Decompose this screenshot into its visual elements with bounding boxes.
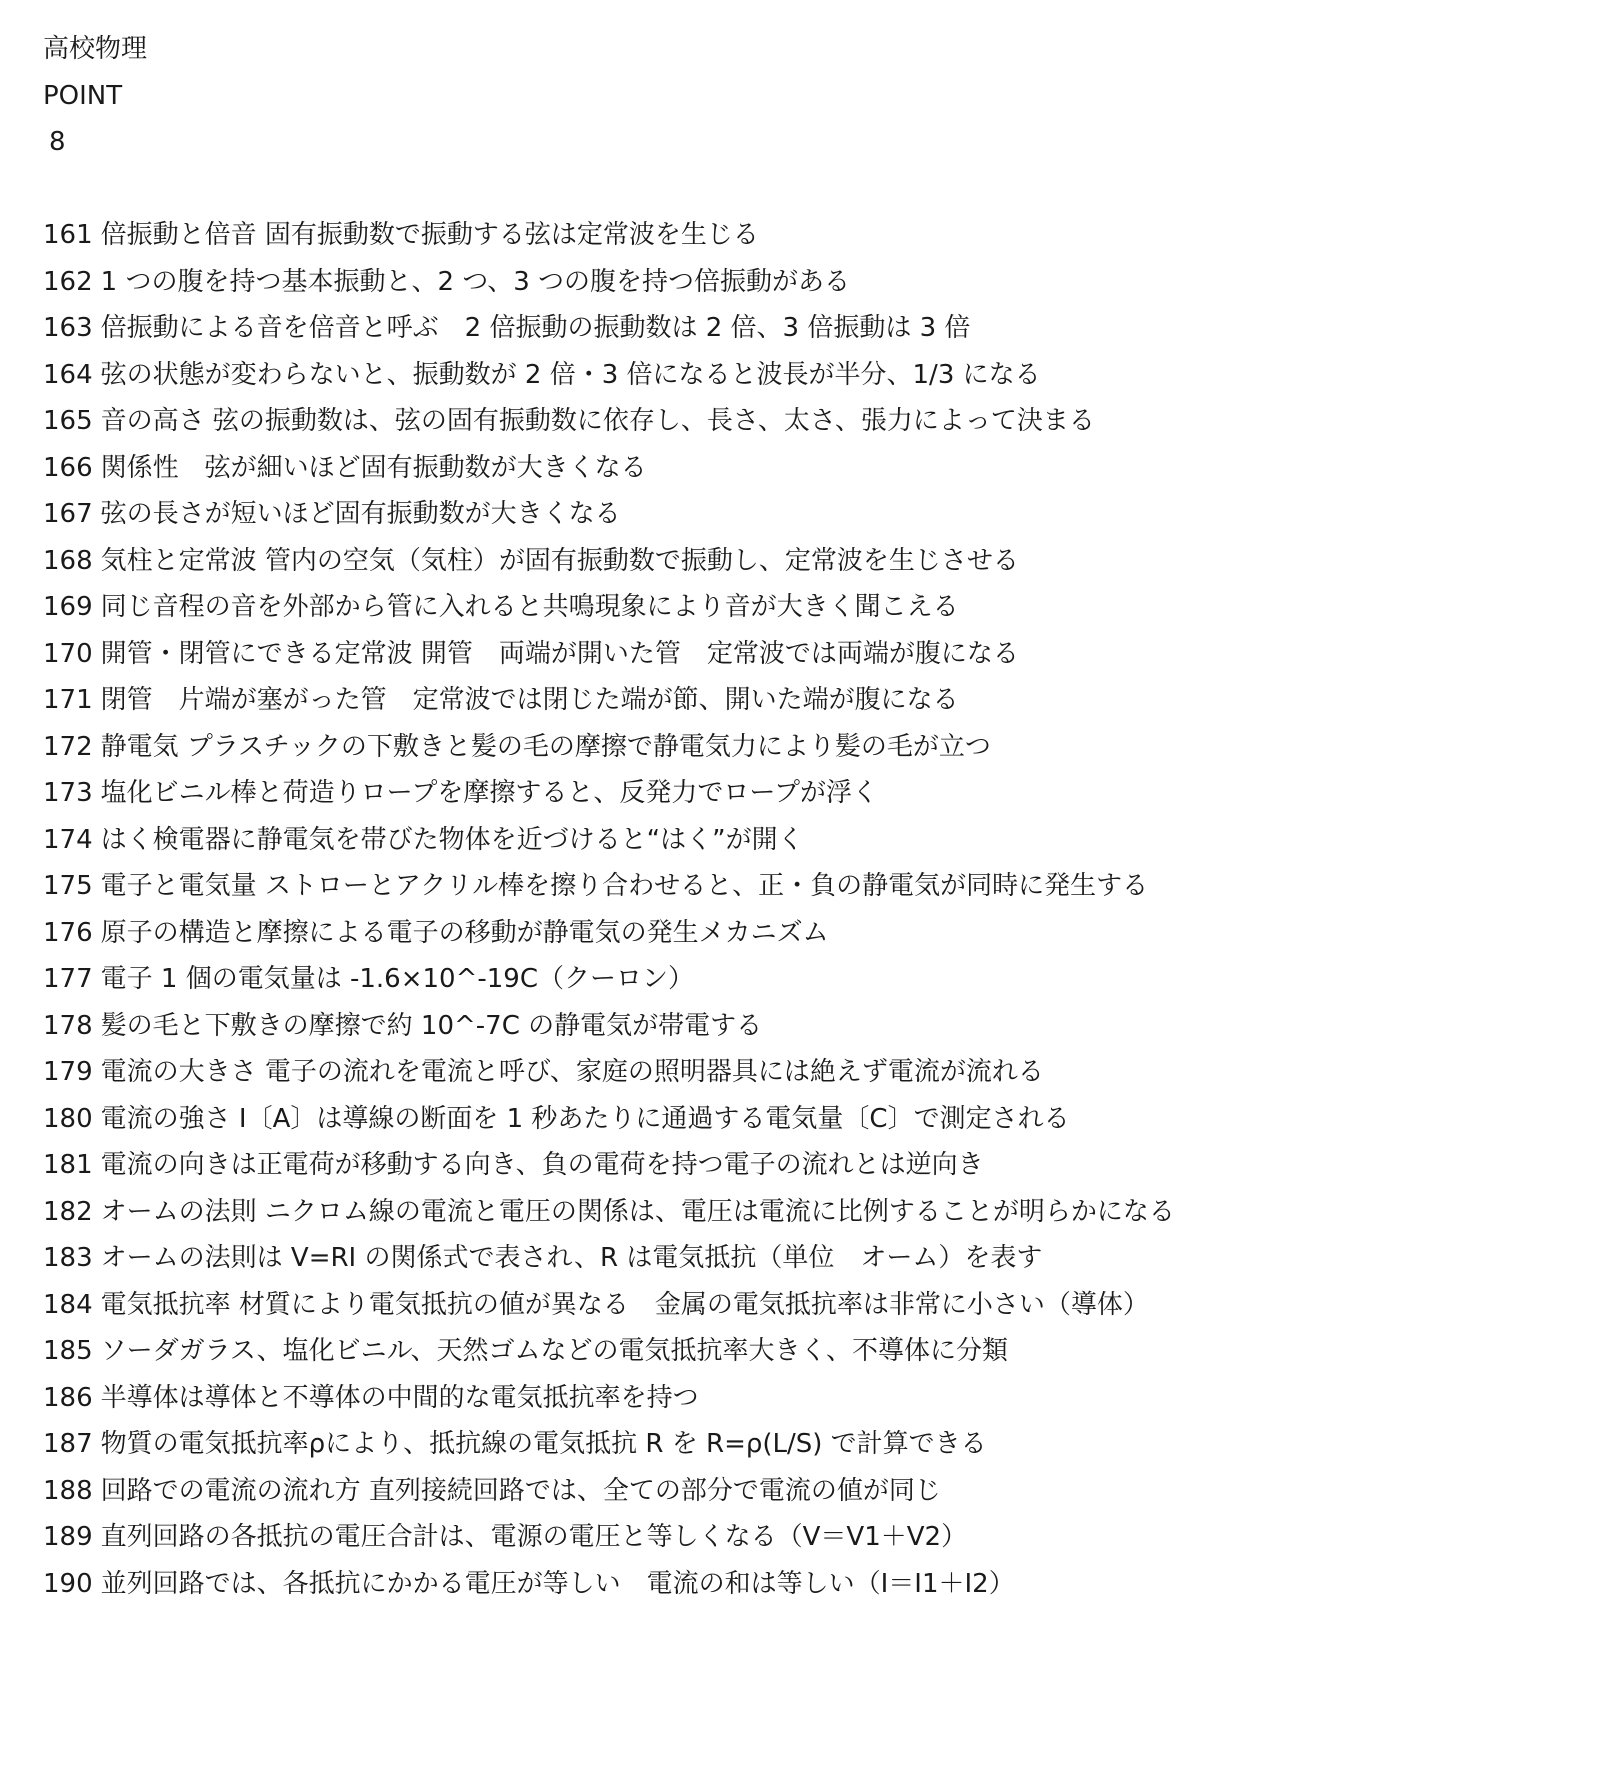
point-item bbox=[43, 1282, 1563, 1329]
point-item-text: 半導体は導体と不導体の中間的な電気抵抗率を持つ bbox=[100, 1382, 699, 1413]
point-item-text: 電気抵抗率 材質により電気抵抗の値が異なる 金属の電気抵抗率は非常に小さい（導体） bbox=[100, 1289, 1149, 1320]
point-item-number: 170 bbox=[43, 638, 93, 669]
point-item-number: 169 bbox=[43, 592, 93, 622]
point-item-text: 弦の状態が変わらないと、振動数が 2 倍・3 倍になると波長が半分、1/3 になる bbox=[100, 359, 1041, 390]
point-item-number: 186 bbox=[43, 1382, 93, 1413]
point-item-number: 185 bbox=[43, 1336, 93, 1366]
point-item bbox=[43, 1235, 1563, 1282]
point-item bbox=[43, 1561, 1563, 1608]
point-item bbox=[43, 770, 1563, 817]
point-item bbox=[43, 956, 1563, 1003]
point-item bbox=[43, 398, 1563, 445]
point-item-number: 162 bbox=[43, 266, 93, 297]
point-item-number: 188 bbox=[43, 1475, 93, 1506]
point-item bbox=[43, 910, 1563, 957]
point-item-text: はく検電器に静電気を帯びた物体を近づけると“はく”が開く bbox=[100, 824, 804, 855]
point-item bbox=[43, 1096, 1563, 1143]
point-item-number: 179 bbox=[43, 1057, 93, 1087]
point-item-text: 電子と電気量 ストローとアクリル棒を擦り合わせると、正・負の静電気が同時に発生する bbox=[100, 871, 1149, 901]
point-item-number: 183 bbox=[43, 1243, 93, 1273]
point-item-number: 175 bbox=[43, 871, 93, 901]
subject-title: 高校物理 bbox=[43, 34, 148, 64]
point-item-text: 倍振動と倍音 固有振動数で振動する弦は定常波を生じる bbox=[100, 220, 759, 250]
point-item bbox=[43, 259, 1563, 306]
point-item-number: 187 bbox=[43, 1429, 93, 1459]
point-item bbox=[43, 1003, 1563, 1050]
point-item-number: 177 bbox=[43, 964, 93, 994]
point-item-number: 163 bbox=[43, 313, 93, 343]
point-number: 8 bbox=[49, 127, 66, 157]
point-item bbox=[43, 1328, 1563, 1375]
point-item bbox=[43, 352, 1563, 399]
spacer bbox=[43, 166, 1563, 213]
point-item bbox=[43, 631, 1563, 678]
point-item-number: 174 bbox=[43, 824, 93, 855]
point-item bbox=[43, 305, 1563, 352]
point-item-text: 髪の毛と下敷きの摩擦で約 10^-7C の静電気が帯電する bbox=[100, 1010, 763, 1041]
point-item-text: 静電気 プラスチックの下敷きと髪の毛の摩擦で静電気力により髪の毛が立つ bbox=[100, 731, 991, 762]
point-item-text: 並列回路では、各抵抗にかかる電圧が等しい 電流の和は等しい（I＝I1＋I2） bbox=[100, 1568, 1015, 1599]
point-item bbox=[43, 212, 1563, 259]
point-item bbox=[43, 817, 1563, 864]
point-item bbox=[43, 1189, 1563, 1236]
point-item-number: 172 bbox=[43, 731, 93, 762]
point-item-number: 176 bbox=[43, 917, 93, 948]
point-label: POINT bbox=[43, 80, 123, 111]
point-item-text: 直列回路の各抵抗の電圧合計は、電源の電圧と等しくなる（V＝V1＋V2） bbox=[100, 1522, 968, 1552]
point-item-number: 166 bbox=[43, 452, 93, 483]
point-item bbox=[43, 1375, 1563, 1422]
point-item-text: 閉管 片端が塞がった管 定常波では閉じた端が節、開いた端が腹になる bbox=[100, 685, 959, 715]
point-item bbox=[43, 1142, 1563, 1189]
point-item-number: 189 bbox=[43, 1522, 93, 1552]
point-item-text: 同じ音程の音を外部から管に入れると共鳴現象により音が大きく聞こえる bbox=[100, 592, 959, 622]
point-item-text: 塩化ビニル棒と荷造りロープを摩擦すると、反発力でロープが浮く bbox=[100, 778, 879, 808]
point-item-text: 電子 1 個の電気量は -1.6×10^-19C（クーロン） bbox=[100, 964, 694, 994]
point-item-number: 190 bbox=[43, 1568, 93, 1599]
point-item-text: 倍振動による音を倍音と呼ぶ 2 倍振動の振動数は 2 倍、3 倍振動は 3 倍 bbox=[100, 313, 971, 343]
point-item-text: オームの法則は V=RI の関係式で表され、R は電気抵抗（単位 オーム）を表す bbox=[100, 1243, 1043, 1273]
point-item-number: 184 bbox=[43, 1289, 93, 1320]
point-item bbox=[43, 1421, 1563, 1468]
point-item-number: 171 bbox=[43, 685, 93, 715]
point-item-number: 161 bbox=[43, 220, 93, 250]
point-item bbox=[43, 491, 1563, 538]
point-item-text: 関係性 弦が細いほど固有振動数が大きくなる bbox=[100, 452, 647, 483]
point-item bbox=[43, 538, 1563, 585]
point-item-text: オームの法則 ニクロム線の電流と電圧の関係は、電圧は電流に比例することが明らかになる bbox=[100, 1196, 1175, 1227]
point-item bbox=[43, 724, 1563, 771]
point-list bbox=[43, 212, 1563, 1607]
point-item-number: 178 bbox=[43, 1010, 93, 1041]
document-page bbox=[43, 26, 1563, 1607]
point-item bbox=[43, 445, 1563, 492]
point-item-text: 原子の構造と摩擦による電子の移動が静電気の発生メカニズム bbox=[100, 917, 829, 948]
point-item-text: 音の高さ 弦の振動数は、弦の固有振動数に依存し、長さ、太さ、張力によって決まる bbox=[100, 406, 1095, 436]
point-item-number: 168 bbox=[43, 545, 93, 576]
point-item bbox=[43, 863, 1563, 910]
point-item-text: 物質の電気抵抗率ρにより、抵抗線の電気抵抗 R を R=ρ(L/S) で計算できる bbox=[100, 1429, 987, 1459]
point-item-number: 165 bbox=[43, 406, 93, 436]
point-item bbox=[43, 1514, 1563, 1561]
point-item-text: 気柱と定常波 管内の空気（気柱）が固有振動数で振動し、定常波を生じさせる bbox=[100, 545, 1019, 576]
point-item-number: 180 bbox=[43, 1103, 93, 1134]
point-item-number: 173 bbox=[43, 778, 93, 808]
point-item bbox=[43, 1049, 1563, 1096]
point-item-number: 181 bbox=[43, 1150, 93, 1180]
point-item-text: 電流の向きは正電荷が移動する向き、負の電荷を持つ電子の流れとは逆向き bbox=[100, 1150, 984, 1180]
point-item-text: 電流の大きさ 電子の流れを電流と呼び、家庭の照明器具には絶えず電流が流れる bbox=[100, 1057, 1044, 1087]
point-item-text: 弦の長さが短いほど固有振動数が大きくなる bbox=[100, 499, 621, 529]
point-item bbox=[43, 584, 1563, 631]
point-item-text: ソーダガラス、塩化ビニル、天然ゴムなどの電気抵抗率大きく、不導体に分類 bbox=[100, 1336, 1009, 1366]
point-item-text: 開管・閉管にできる定常波 開管 両端が開いた管 定常波では両端が腹になる bbox=[100, 638, 1019, 669]
point-item bbox=[43, 1468, 1563, 1515]
point-item-number: 182 bbox=[43, 1196, 93, 1227]
point-item-text: 回路での電流の流れ方 直列接続回路では、全ての部分で電流の値が同じ bbox=[100, 1475, 941, 1506]
point-item-text: 1 つの腹を持つ基本振動と、2 つ、3 つの腹を持つ倍振動がある bbox=[100, 266, 851, 297]
point-item-number: 164 bbox=[43, 359, 93, 390]
point-item bbox=[43, 677, 1563, 724]
point-item-number: 167 bbox=[43, 499, 93, 529]
point-item-text: 電流の強さ I〔A〕は導線の断面を 1 秒あたりに通過する電気量〔C〕で測定される bbox=[100, 1103, 1070, 1134]
